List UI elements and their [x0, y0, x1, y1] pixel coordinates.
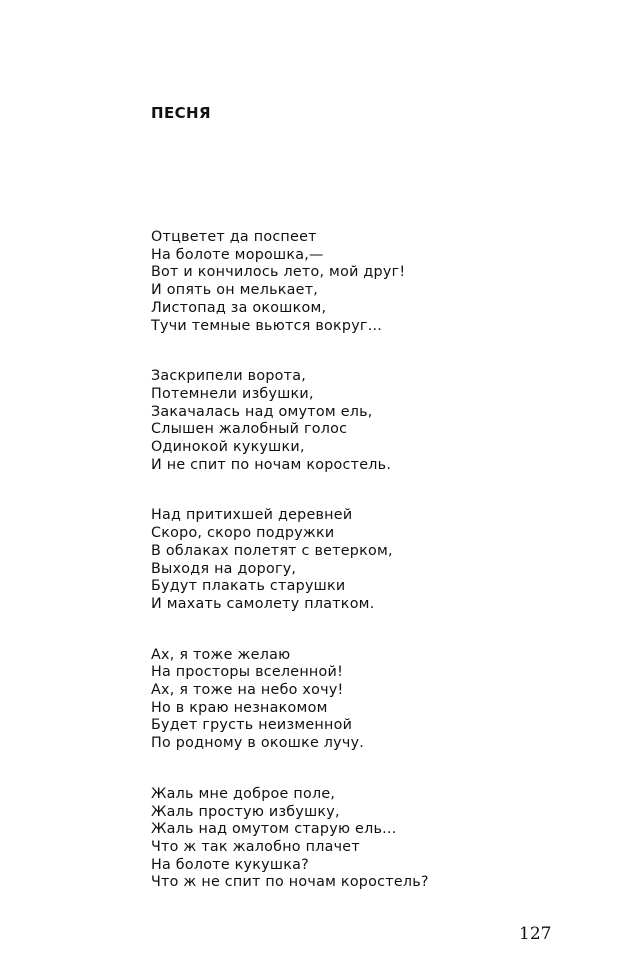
poem-line: Вот и кончилось лето, мой друг!	[151, 264, 406, 281]
poem-line: И не спит по ночам коростель.	[151, 456, 392, 473]
poem-line: И опять он мелькает,	[151, 282, 319, 299]
poem-line: Что ж так жалобно плачет	[151, 838, 360, 855]
poem-body	[151, 229, 571, 925]
poem-line: Слышен жалобный голос	[151, 421, 348, 438]
poem-line: Над притихшей деревней	[151, 507, 353, 524]
poem-line: Скоро, скоро подружки	[151, 525, 335, 542]
poem-line: Жаль простую избушку,	[151, 803, 340, 820]
poem-line: Заскрипели ворота,	[151, 368, 307, 385]
poem-line: И махать самолету платком.	[151, 595, 375, 612]
stanza-3	[151, 507, 571, 613]
poem-line: На болоте морошка,—	[151, 246, 324, 263]
stanza-5	[151, 786, 571, 892]
poem-line: Закачалась над омутом ель,	[151, 403, 373, 420]
poem-line: Жаль над омутом старую ель...	[151, 821, 397, 838]
stanza-2	[151, 368, 571, 474]
poem-line: Выходя на дорогу,	[151, 560, 297, 577]
stanza-4	[151, 647, 571, 753]
poem-line: Будут плакать старушки	[151, 578, 346, 595]
poem-line: Будет грусть неизменной	[151, 717, 353, 734]
poem-line: В облаках полетят с ветерком,	[151, 542, 393, 559]
poem-line: Листопад за окошком,	[151, 299, 327, 316]
poem-line: Ах, я тоже на небо хочу!	[151, 682, 344, 699]
page-number: 127	[519, 924, 552, 944]
poem-line: Потемнели избушки,	[151, 385, 314, 402]
poem-line: На болоте кукушка?	[151, 856, 309, 873]
stanza-1	[151, 229, 571, 335]
poem-line: Тучи темные вьются вокруг...	[151, 317, 383, 334]
poem-line: На просторы вселенной!	[151, 664, 344, 681]
poem-line: Но в краю незнакомом	[151, 699, 328, 716]
poem-line: Одинокой кукушки,	[151, 439, 305, 456]
poem-line: Жаль мне доброе поле,	[151, 785, 336, 802]
poem-title: ПЕСНЯ	[151, 104, 211, 122]
poem-line: По родному в окошке лучу.	[151, 735, 365, 752]
poem-line: Отцветет да поспеет	[151, 229, 317, 245]
poem-line: Ах, я тоже желаю	[151, 646, 291, 663]
poem-line: Что ж не спит по ночам коростель?	[151, 874, 429, 891]
